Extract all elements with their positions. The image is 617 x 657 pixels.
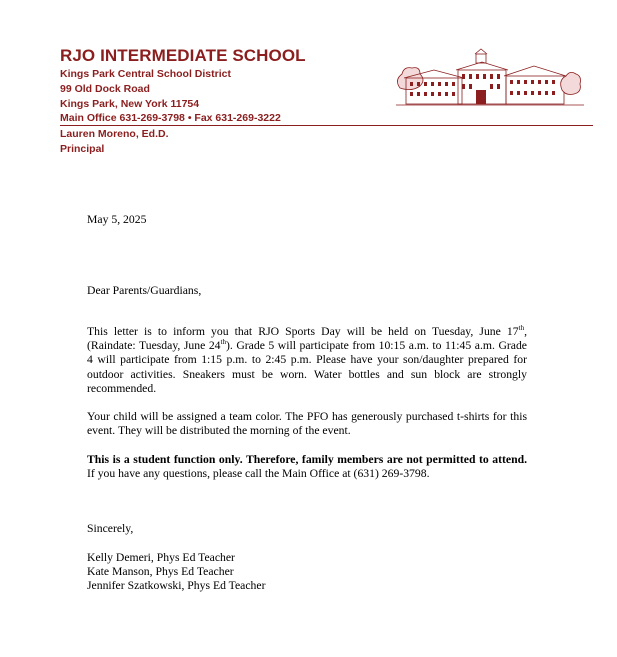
city-state-zip: Kings Park, New York 11754 bbox=[60, 98, 200, 110]
principal-name: Lauren Moreno, Ed.D. bbox=[60, 128, 169, 140]
letter-date: May 5, 2025 bbox=[87, 213, 147, 226]
principal-title: Principal bbox=[60, 143, 105, 155]
salutation: Dear Parents/Guardians, bbox=[87, 284, 202, 297]
street-address: 99 Old Dock Road bbox=[60, 83, 150, 95]
closing: Sincerely, bbox=[87, 522, 134, 535]
paragraph-team-color: Your child will be assigned a team color. The PFO has generously purchased t-shirts for this event. They will be distributed the morning of the event. bbox=[87, 410, 527, 438]
school-name: RJO INTERMEDIATE SCHOOL bbox=[60, 46, 306, 65]
school-building-illustration bbox=[392, 48, 588, 110]
signer-2: Kate Manson, Phys Ed Teacher bbox=[87, 565, 234, 578]
signer-1: Kelly Demeri, Phys Ed Teacher bbox=[87, 551, 235, 564]
letterhead-rule bbox=[60, 125, 593, 126]
paragraph-student-only: This is a student function only. Therefore, family members are not permitted to attend. If you have any questions, please call the Main Office at (631) 269-3798. bbox=[87, 453, 527, 481]
phone-fax: Main Office 631-269-3798 • Fax 631-269-3222 bbox=[60, 112, 281, 124]
signer-3: Jennifer Szatkowski, Phys Ed Teacher bbox=[87, 579, 266, 592]
paragraph-event-details: This letter is to inform you that RJO Sports Day will be held on Tuesday, June 17th, (Raindate: Tuesday, June 24th). Grade 5 will participate from 10:15 a.m. to 11:45 a.m. Grade 4 will participate from 1:15 p.m. to 2:45 p.m. Please have your son/daughter prepared for outdoor activities. Sneakers must be worn. Water bottles and sun block are strongly recommended. bbox=[87, 324, 527, 395]
district-name: Kings Park Central School District bbox=[60, 68, 231, 80]
